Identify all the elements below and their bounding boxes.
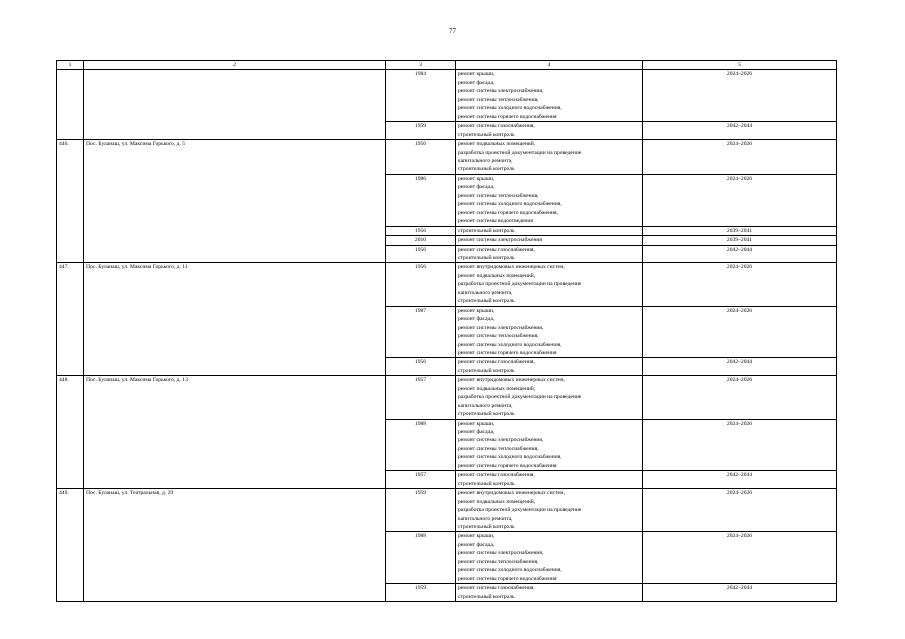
column-header: 2 (84, 61, 386, 70)
work-item: ремонт фасада, (458, 429, 495, 436)
table-row (57, 489, 837, 532)
period-cell: 2039–2041 (643, 236, 837, 245)
period-cell: 2024–2026 (643, 306, 837, 358)
year-cell: 1988 (386, 532, 456, 584)
work-item: ремонт системы теплоснабжения, (458, 333, 539, 340)
work-item: ремонт фасада, (458, 541, 495, 548)
column-header: 1 (57, 61, 84, 70)
work-item: ремонт системы газоснабжения, (458, 585, 535, 592)
repair-schedule-table (56, 60, 837, 602)
work-item: ремонт системы холодного водоснабжения, (458, 341, 562, 348)
work-item: ремонт системы холодного водоснабжения, (458, 201, 562, 208)
building-address-cell (84, 70, 386, 140)
work-item: строительный контроль (458, 367, 515, 374)
work-item: ремонт подвальных помещений, (458, 272, 536, 279)
period-cell: 2039–2041 (643, 226, 837, 235)
work-item: ремонт системы теплоснабжения, (458, 96, 539, 103)
work-item: ремонт системы холодного водоснабжения, (458, 454, 562, 461)
year-cell: 1986 (386, 174, 456, 226)
year-cell: 1957 (386, 376, 456, 419)
works-cell (456, 419, 643, 471)
period-cell: 2042–2044 (643, 358, 837, 376)
building-number-cell (57, 70, 84, 140)
work-item: ремонт системы электроснабжения, (458, 550, 544, 557)
year-cell: 1956 (386, 263, 456, 306)
works-cell (456, 489, 643, 532)
building-address-cell: Пос. Буланаш, ул. Театральная, д. 29 (84, 489, 386, 602)
year-cell: 1987 (386, 306, 456, 358)
column-header: 4 (456, 61, 643, 70)
building-number-cell: 448. (57, 376, 84, 489)
work-item: строительный контроль (458, 166, 515, 173)
work-item: строительный контроль (458, 254, 515, 261)
work-item: ремонт внутридомовых инженерных систем, (458, 264, 565, 271)
work-item: ремонт внутридомовых инженерных систем, (458, 377, 565, 384)
work-item: ремонт системы теплоснабжения, (458, 445, 539, 452)
works-cell (456, 245, 643, 263)
year-cell: 1957 (386, 471, 456, 489)
works-cell (456, 174, 643, 226)
work-item: капитального ремонта, (458, 289, 513, 296)
period-cell: 2042–2044 (643, 122, 837, 140)
works-cell (456, 226, 643, 235)
year-cell: 1956 (386, 358, 456, 376)
work-item: капитального ремонта, (458, 402, 513, 409)
work-item: ремонт внутридомовых инженерных систем, (458, 490, 565, 497)
work-item: ремонт крыши, (458, 420, 495, 427)
work-item: ремонт системы холодного водоснабжения, (458, 105, 562, 112)
work-item: строительный контроль (458, 131, 515, 138)
work-item: ремонт фасада, (458, 316, 495, 323)
work-item: ремонт системы электроснабжения, (458, 324, 544, 331)
building-address-cell: Пос. Буланаш, ул. Максима Горького, д. 11 (84, 263, 386, 376)
column-number-row (57, 61, 837, 70)
year-cell: 1956 (386, 226, 456, 235)
period-cell: 2024–2026 (643, 140, 837, 175)
work-item: ремонт системы теплоснабжения, (458, 558, 539, 565)
work-item: разработка проектной документации на проведение (458, 149, 582, 156)
work-item: ремонт системы горячего водоснабжения, (458, 209, 558, 216)
work-item: ремонт системы электроснабжения (458, 237, 542, 244)
works-cell (456, 376, 643, 419)
work-item: разработка проектной документации на проведение (458, 507, 582, 514)
period-cell: 2024–2026 (643, 419, 837, 471)
building-address-cell: Пос. Буланаш, ул. Максима Горького, д. 5 (84, 140, 386, 263)
work-item: ремонт системы горячего водоснабжения (458, 113, 557, 120)
works-cell (456, 263, 643, 306)
work-item: строительный контроль (458, 227, 515, 234)
works-cell (456, 236, 643, 245)
work-item: ремонт крыши, (458, 71, 495, 78)
year-cell: 1956 (386, 245, 456, 263)
work-item: ремонт крыши, (458, 175, 495, 182)
work-item: разработка проектной документации на проведение (458, 394, 582, 401)
year-cell: 1984 (386, 70, 456, 122)
building-number-cell: 449. (57, 489, 84, 602)
period-cell: 2024–2026 (643, 70, 837, 122)
column-header: 3 (386, 61, 456, 70)
work-item: ремонт системы газоснабжения, (458, 359, 535, 366)
table-body (57, 61, 837, 602)
period-cell: 2024–2026 (643, 263, 837, 306)
works-cell (456, 70, 643, 122)
work-item: капитального ремонта, (458, 515, 513, 522)
work-item: ремонт системы газоснабжения, (458, 123, 535, 130)
period-cell: 2042–2044 (643, 584, 837, 602)
work-item: ремонт подвальных помещений, (458, 498, 536, 505)
work-item: ремонт фасада, (458, 79, 495, 86)
period-cell: 2042–2044 (643, 245, 837, 263)
period-cell: 2024–2026 (643, 376, 837, 419)
work-item: ремонт подвальных помещений, (458, 141, 536, 148)
work-item: ремонт системы горячего водоснабжения (458, 349, 557, 356)
table-row (57, 263, 837, 306)
table-row (57, 376, 837, 419)
works-cell (456, 140, 643, 175)
year-cell: 1959 (386, 584, 456, 602)
work-item: ремонт фасада, (458, 184, 495, 191)
building-number-cell: 447. (57, 263, 84, 376)
work-item: ремонт системы теплоснабжения, (458, 192, 539, 199)
year-cell: 1959 (386, 489, 456, 532)
work-item: ремонт крыши, (458, 533, 495, 540)
period-cell: 2024–2026 (643, 532, 837, 584)
column-header: 5 (643, 61, 837, 70)
work-item: ремонт системы горячего водоснабжения (458, 575, 557, 582)
works-cell (456, 532, 643, 584)
year-cell: 1988 (386, 419, 456, 471)
work-item: ремонт системы газоснабжения, (458, 246, 535, 253)
building-address-cell: Пос. Буланаш, ул. Максима Горького, д. 13 (84, 376, 386, 489)
period-cell: 2042–2044 (643, 471, 837, 489)
work-item: капитального ремонта, (458, 157, 513, 164)
works-cell (456, 122, 643, 140)
building-number-cell: 446. (57, 140, 84, 263)
year-cell: 1956 (386, 140, 456, 175)
page-number: 77 (449, 27, 456, 35)
work-item: строительный контроль (458, 593, 515, 600)
work-item: строительный контроль (458, 524, 515, 531)
works-cell (456, 584, 643, 602)
year-cell: 2010 (386, 236, 456, 245)
work-item: строительный контроль (458, 480, 515, 487)
work-item: ремонт крыши, (458, 307, 495, 314)
works-cell (456, 358, 643, 376)
period-cell: 2024–2026 (643, 174, 837, 226)
work-item: ремонт системы электроснабжения, (458, 437, 544, 444)
work-item: ремонт системы электроснабжения, (458, 88, 544, 95)
work-item: разработка проектной документации на проведение (458, 281, 582, 288)
work-item: строительный контроль (458, 411, 515, 418)
work-item: ремонт системы горячего водоснабжения (458, 462, 557, 469)
work-item: строительный контроль (458, 298, 515, 305)
period-cell: 2024–2026 (643, 489, 837, 532)
works-cell (456, 306, 643, 358)
work-item: ремонт системы холодного водоснабжения, (458, 567, 562, 574)
work-item: ремонт подвальных помещений, (458, 385, 536, 392)
work-item: ремонт системы водоотведения (458, 218, 533, 225)
year-cell: 1959 (386, 122, 456, 140)
works-cell (456, 471, 643, 489)
work-item: ремонт системы газоснабжения, (458, 472, 535, 479)
table-row (57, 140, 837, 175)
table-row (57, 70, 837, 122)
